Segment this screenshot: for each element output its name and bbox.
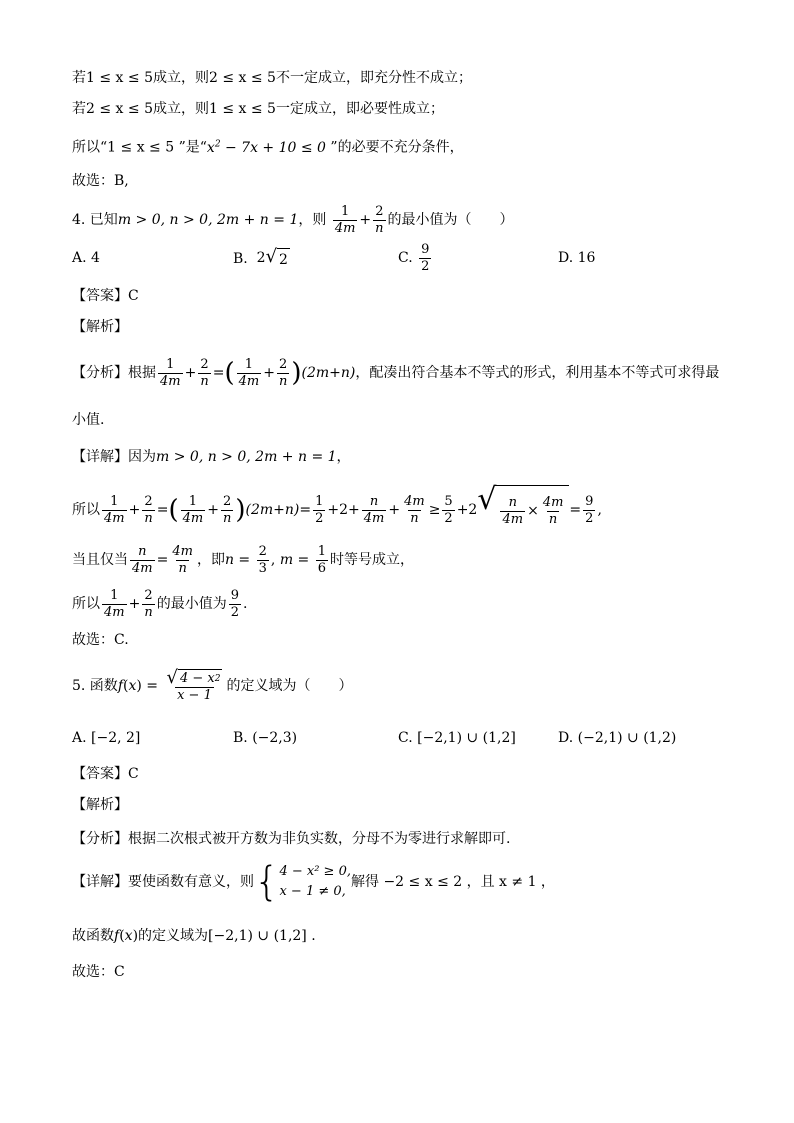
text-segment: 时等号成立， [330, 552, 415, 568]
option-label: D. [558, 730, 574, 746]
math-expression: m > 0, n > 0, 2m + n = 1 [117, 212, 299, 228]
option-label: C. [398, 730, 413, 746]
text-line [72, 134, 734, 158]
analysis-heading: 【解析】 [72, 319, 128, 335]
math-expression: $x^2 - 7x + 10 \le 0$ [206, 139, 326, 156]
text-segment: ，配凑出符合基本不等式的形式，利用基本不等式可求得最 [355, 365, 720, 381]
answer-label: 【答案】C [72, 288, 139, 304]
fraction: $\frac{2}{n}$ [375, 203, 384, 236]
domain-line: 故函数f(x)的定义域为[−2,1) ∪ (1,2] . [72, 928, 316, 944]
option-b [233, 728, 297, 748]
system-row: x − 1 ≠ 0, [279, 884, 346, 899]
min-value-line: 所以 $\frac{1}{4m}$ + $\frac{2}{n}$ 的最小值为 $\frac{9}{2}$ . [72, 587, 248, 620]
option-d [558, 728, 676, 748]
text-segment: 【详解】要使函数有意义，则 [72, 874, 254, 890]
text-segment: 的定义域为[−2,1) ∪ (1,2] . [138, 928, 316, 944]
option-label: B. [233, 730, 248, 746]
analysis-heading: 【解析】 [72, 797, 128, 813]
text-segment: 所以“1 ≤ x ≤ 5 ”是“ [72, 139, 207, 156]
option-d: D. 16 [558, 250, 596, 266]
text-segment: 的最小值为（ ） [387, 212, 514, 228]
analysis-text: 【分析】根据 $\frac{1}{4m}$ + $\frac{2}{n}$ =( $\frac{1}{4m}$ + $\frac{2}{n}$ )(2m+n)，配凑出符合基本不等式的形式，利用基本不等式可求得最 [72, 356, 720, 389]
text-line: 小值. [72, 412, 105, 428]
derivation-line: 所以 $\frac{1}{4m}$ + $\frac{2}{n}$ =( $\frac{1}{4m}$ + $\frac{2}{n}$ )(2m+n)= $\frac{1}{2}$ +2+ $\frac{n}{4m}$ + $\frac{4m}{n}$ ≥ $\frac{5}{2}$ +2 √ $\frac{n}{4m}$ × $\frac{4m}{n}$ = $\frac{9}{2}$ , [72, 485, 734, 535]
option-a [72, 728, 140, 748]
text-line: 故选：B, [72, 173, 129, 189]
text-segment: 5. 函数 [72, 678, 118, 694]
text-line: 若2 ≤ x ≤ 5成立，则1 ≤ x ≤ 5一定成立，即必要性成立； [72, 101, 444, 117]
text-segment: 【分析】根据 [72, 365, 156, 381]
text-line: 若1 ≤ x ≤ 5成立，则2 ≤ x ≤ 5不一定成立，即充分性不成立； [72, 70, 472, 86]
text-segment: 当且仅当 [72, 552, 128, 568]
text-segment: 的定义域为（ ） [226, 678, 353, 694]
text-segment: 解得 −2 ≤ x ≤ 2 ，且 x ≠ 1 ， [351, 874, 555, 890]
option-value: (−2,3) [252, 730, 298, 746]
option-value: (−2,1) ∪ (1,2) [577, 730, 677, 746]
detail-text [72, 447, 734, 467]
text-segment: 所以 [72, 596, 100, 612]
question-5: 5. 函数f(x) = √ 4 − x 2 x − 1 的定义域为（ ） [72, 666, 353, 703]
answer-label: 【答案】C [72, 766, 139, 782]
option-label: A. [72, 730, 87, 746]
equality-condition: 当且仅当 $\frac{n}{4m}$ = $\frac{4m}{n}$ ，即n = $\frac{2}{3}$ , m = $\frac{1}{6}$ 时等号成立， [72, 543, 415, 576]
text-segment: 4. 已知 [72, 212, 118, 228]
equation-system: { 4 − x² ≥ 0, x − 1 ≠ 0, [254, 859, 351, 905]
math-expression: 2 √ 2 [252, 246, 288, 268]
text-segment: 故函数 [72, 928, 114, 944]
text-segment: ，即 [196, 552, 225, 568]
text-segment: ，则 [298, 212, 327, 228]
option-value: [−2, 2] [91, 730, 141, 746]
option-label: B. [233, 251, 248, 267]
detail-text [72, 858, 734, 906]
text-segment: 的最小值为 [156, 596, 227, 612]
text-segment: ， [336, 449, 351, 465]
option-value: [−2,1) ∪ (1,2] [417, 730, 516, 746]
fraction: $\frac{9}{2}$ [421, 241, 430, 274]
text-segment: 【详解】因为 [72, 449, 156, 465]
math-expression: m > 0, n > 0, 2m + n = 1 [156, 449, 337, 465]
text-segment: ”的必要不充分条件， [325, 139, 464, 156]
option-a: A. 4 [72, 250, 100, 266]
system-row: 4 − x² ≥ 0, [279, 864, 351, 879]
fraction: $\frac{1}{4m}$ [334, 203, 356, 236]
option-c [398, 240, 433, 276]
analysis-text: 【分析】根据二次根式被开方数为非负实数，分母不为零进行求解即可. [72, 831, 511, 847]
text-segment: 所以 [72, 502, 100, 518]
choice-line: 故选：C [72, 964, 125, 980]
option-b [233, 248, 290, 270]
option-label: C. [398, 250, 413, 266]
choice-line: 故选：C. [72, 632, 129, 648]
question-4: 4. 已知m > 0, n > 0, 2m + n = 1，则 $\frac{1}{4m}$ + $\frac{2}{n}$ 的最小值为（ ） [72, 203, 514, 236]
option-c [398, 728, 516, 748]
